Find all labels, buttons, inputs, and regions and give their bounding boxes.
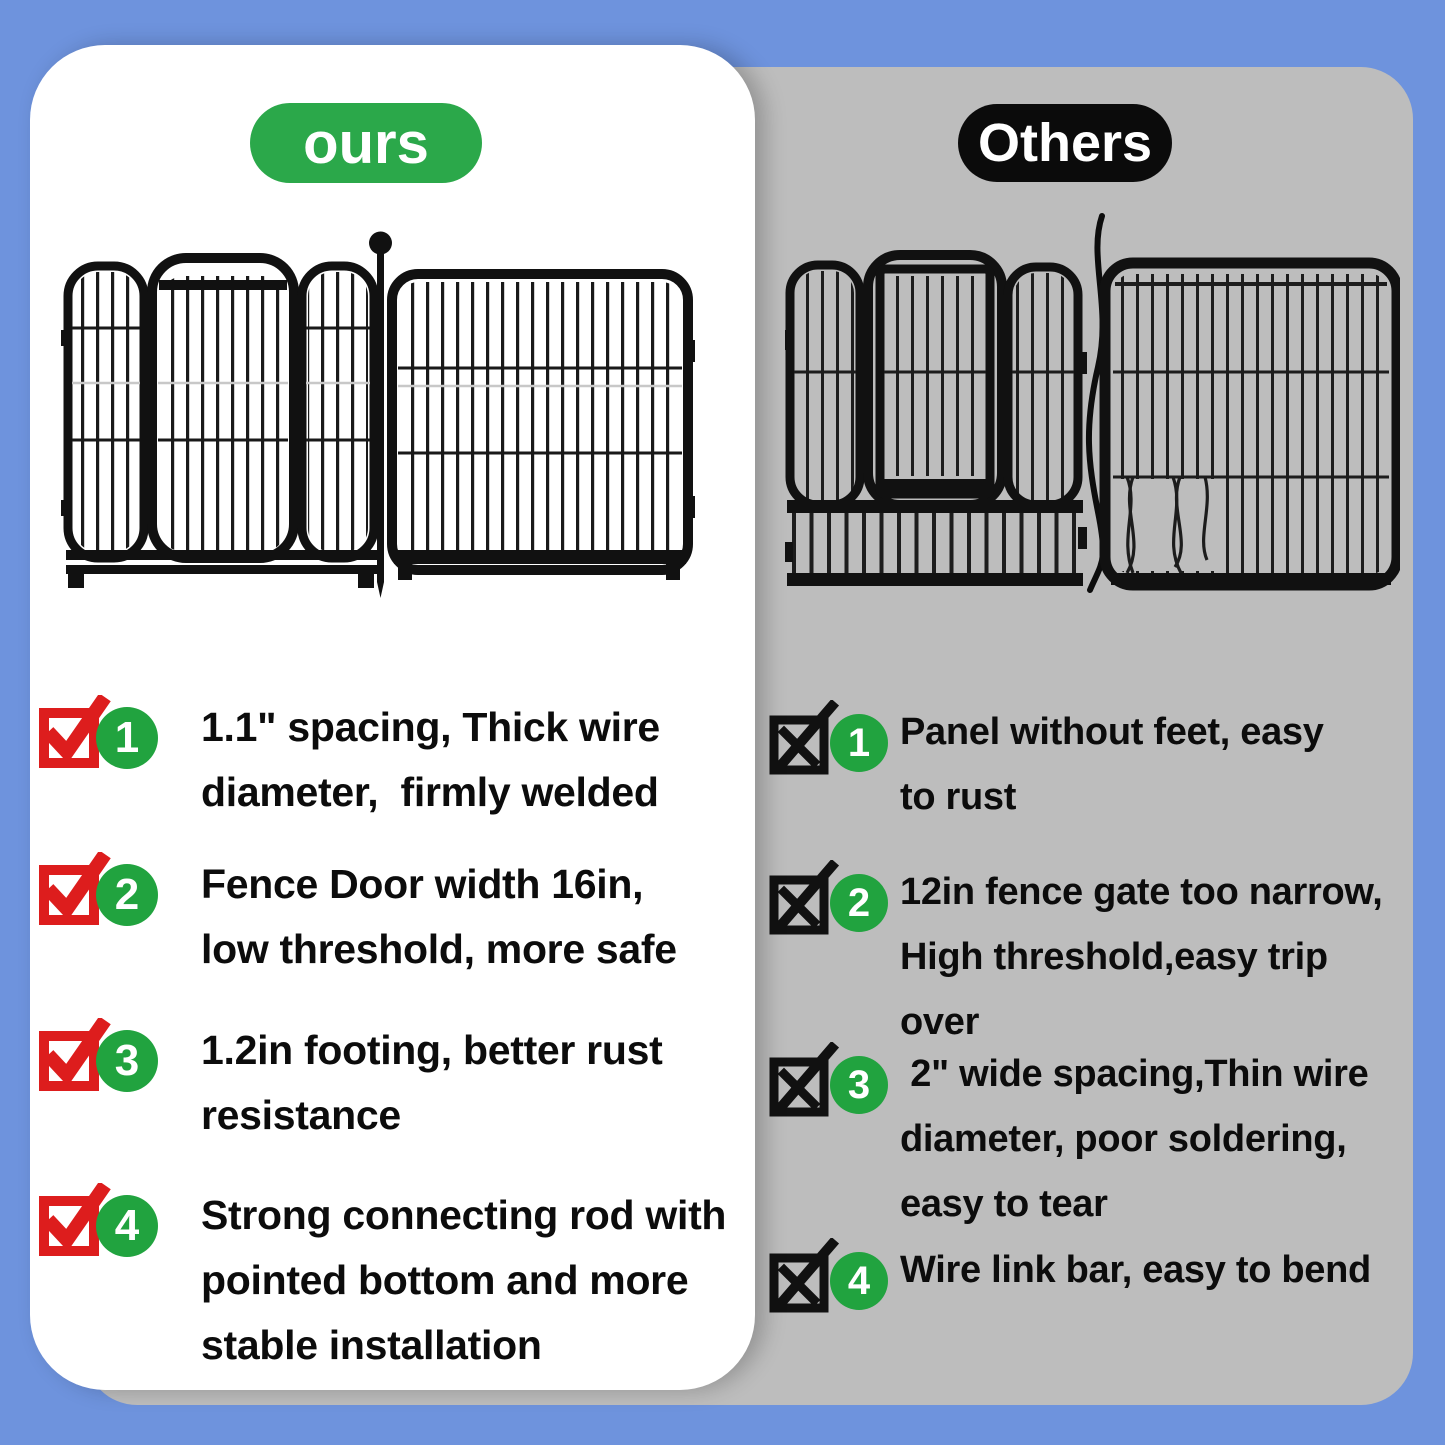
number-badge: 4 bbox=[96, 1195, 158, 1257]
ours-feature-list bbox=[30, 45, 755, 1390]
feature-item bbox=[36, 695, 751, 825]
feature-text-line: over bbox=[900, 1001, 980, 1043]
feature-text-line: to rust bbox=[900, 776, 1017, 818]
feature-text-line: 1.2in footing, better rust bbox=[201, 1027, 663, 1073]
feature-text-line: Wire link bar, easy to bend bbox=[900, 1249, 1371, 1291]
feature-text bbox=[201, 695, 751, 825]
feature-text-line: 1.1" spacing, Thick wire bbox=[201, 704, 660, 750]
feature-text bbox=[900, 1238, 1445, 1303]
feature-text-line: stable installation bbox=[201, 1322, 542, 1368]
number-badge: 1 bbox=[96, 707, 158, 769]
feature-item bbox=[36, 852, 751, 982]
feature-text-line: Panel without feet, easy bbox=[900, 711, 1324, 753]
feature-text bbox=[900, 860, 1445, 1055]
feature-text-line: 2" wide spacing,Thin wire bbox=[900, 1053, 1369, 1095]
feature-item bbox=[768, 860, 1445, 1055]
feature-text-line: diameter, firmly welded bbox=[201, 769, 659, 815]
feature-text bbox=[900, 700, 1445, 830]
feature-text bbox=[201, 852, 751, 982]
feature-item bbox=[768, 1238, 1445, 1303]
ours-card bbox=[30, 45, 755, 1390]
feature-item bbox=[768, 1042, 1445, 1237]
feature-item bbox=[36, 1018, 751, 1148]
feature-text-line: Fence Door width 16in, bbox=[201, 861, 644, 907]
feature-text-line: 12in fence gate too narrow, bbox=[900, 871, 1383, 913]
feature-text-line: diameter, poor soldering, bbox=[900, 1118, 1347, 1160]
feature-item bbox=[36, 1183, 751, 1378]
feature-text-line: High threshold,easy trip bbox=[900, 936, 1328, 978]
feature-text-line: Strong connecting rod with bbox=[201, 1192, 727, 1238]
feature-text-line: low threshold, more safe bbox=[201, 926, 677, 972]
ours-badge: ours bbox=[250, 103, 482, 183]
number-badge: 2 bbox=[96, 864, 158, 926]
feature-text bbox=[201, 1183, 751, 1378]
feature-text-line: easy to tear bbox=[900, 1183, 1108, 1225]
feature-text-line: pointed bottom and more bbox=[201, 1257, 689, 1303]
number-badge: 1 bbox=[830, 714, 888, 772]
number-badge: 3 bbox=[830, 1056, 888, 1114]
feature-item bbox=[768, 700, 1445, 830]
number-badge: 3 bbox=[96, 1030, 158, 1092]
feature-text-line: resistance bbox=[201, 1092, 401, 1138]
others-badge: Others bbox=[958, 104, 1172, 182]
feature-text bbox=[201, 1018, 751, 1148]
number-badge: 4 bbox=[830, 1252, 888, 1310]
feature-text bbox=[900, 1042, 1445, 1237]
number-badge: 2 bbox=[830, 874, 888, 932]
